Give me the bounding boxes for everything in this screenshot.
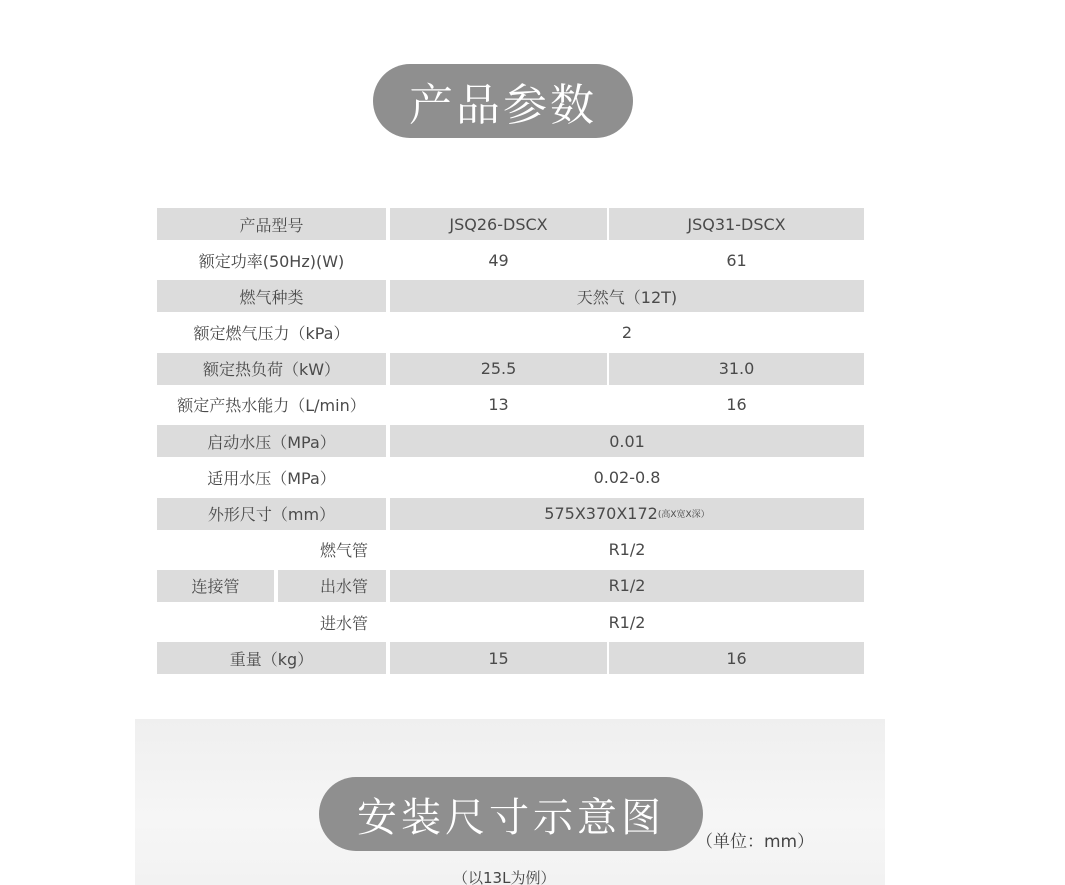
cell-label: 额定热负荷（kW）: [157, 353, 386, 385]
table-row-rated-power: [157, 244, 864, 280]
cell-model-2: JSQ31-DSCX: [609, 208, 864, 240]
table-row-weight: [157, 642, 864, 678]
cell-value-2: 16: [609, 642, 864, 674]
cell-label: 启动水压（MPa）: [157, 425, 386, 457]
table-row-gas-pressure: [157, 317, 864, 353]
cell-value-1: 49: [488, 250, 509, 270]
cell-label: 额定产热水能力（L/min）: [177, 396, 366, 416]
cell-label: 重量（kg）: [157, 642, 386, 674]
cell-model-1: JSQ26-DSCX: [390, 208, 607, 240]
table-row-heat-load: [157, 353, 864, 389]
cell-label: 产品型号: [157, 208, 386, 240]
cell-value-2: 16: [726, 395, 747, 415]
dimensions-note: (高X宽X深）: [657, 510, 710, 520]
cell-value: R1/2: [608, 540, 646, 560]
cell-label: 额定燃气压力（kPa）: [193, 324, 350, 344]
cell-label: 外形尺寸（mm）: [157, 498, 386, 530]
cell-value-1: 25.5: [390, 353, 607, 385]
cell-value-1: 15: [390, 642, 607, 674]
cell-label: 出水管: [278, 570, 386, 602]
cell-value-2: 61: [726, 250, 747, 270]
cell-value-2: 31.0: [609, 353, 864, 385]
table-row-inlet-pipe: [157, 606, 864, 642]
install-diagram-panel: [135, 719, 885, 885]
cell-label: 适用水压（MPa）: [207, 468, 336, 488]
table-row-outlet-pipe: [157, 570, 864, 606]
section-title-product-params: 产品参数: [373, 64, 633, 138]
connection-group-label: 连接管: [157, 570, 274, 602]
cell-label: 燃气管: [319, 541, 368, 561]
cell-label: 燃气种类: [157, 280, 386, 312]
table-row-gas-pipe: [157, 534, 864, 570]
cell-label: 进水管: [319, 613, 368, 633]
table-row-hot-water: [157, 389, 864, 425]
table-row-start-pressure: [157, 425, 864, 461]
cell-value: 0.01: [390, 425, 864, 457]
dimensions-value: 575X370X172: [544, 504, 658, 523]
cell-value: 0.02-0.8: [593, 467, 661, 487]
unit-note: （单位：mm）: [696, 832, 815, 852]
table-row-model: [157, 208, 864, 244]
cell-value: R1/2: [608, 612, 646, 632]
section-title-install-diagram: 安装尺寸示意图: [319, 777, 703, 851]
table-row-dimensions: [157, 498, 864, 534]
cell-value: 2: [621, 323, 633, 343]
cell-value: 天然气（12T): [390, 280, 864, 312]
table-row-water-pressure: [157, 461, 864, 497]
cell-value: [390, 498, 864, 530]
table-row-gas-type: [157, 280, 864, 316]
cell-label: 额定功率(50Hz)(W): [198, 251, 345, 271]
example-note: （以13L为例）: [453, 869, 556, 885]
spec-table: [157, 208, 864, 678]
cell-value-1: 13: [488, 395, 509, 415]
cell-value: R1/2: [390, 570, 864, 602]
